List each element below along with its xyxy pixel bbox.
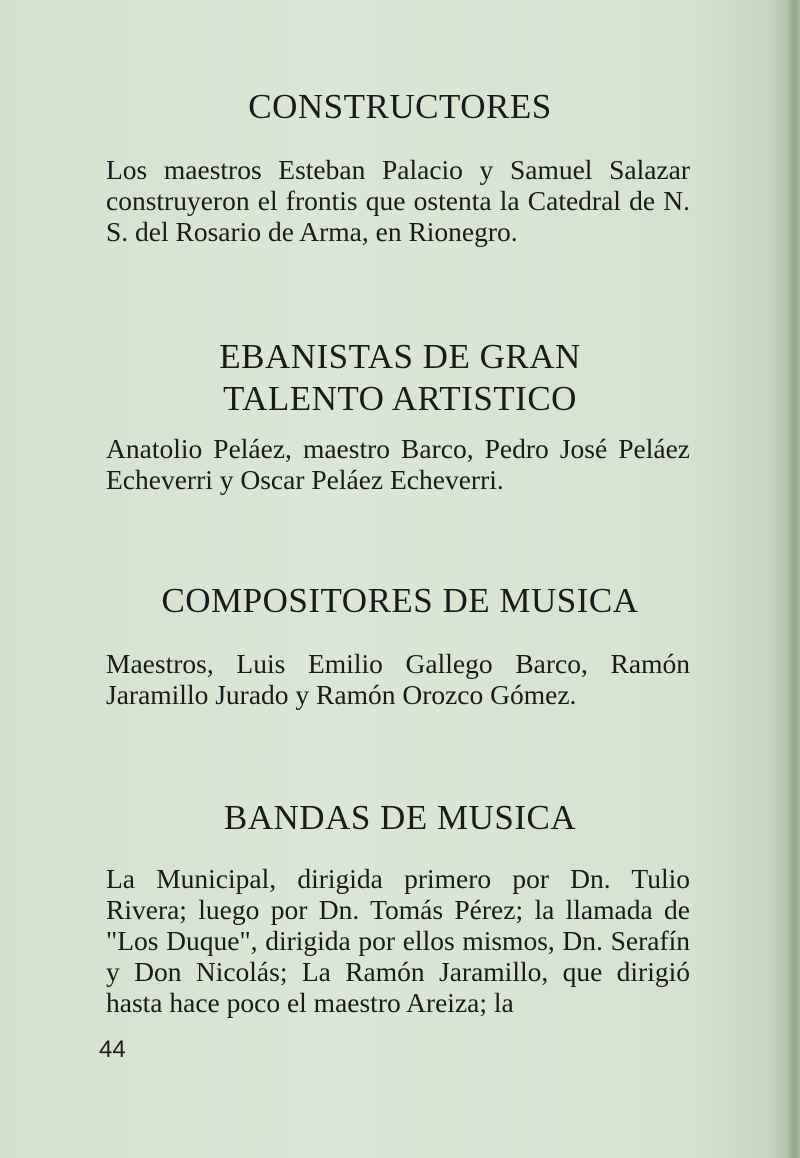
heading-ebanistas-line-1: EBANISTAS DE GRAN bbox=[219, 337, 581, 376]
paragraph-ebanistas: Anatolio Peláez, maestro Barco, Pedro José Peláez Echeverri y Oscar Peláez Echeverri. bbox=[106, 433, 690, 495]
heading-bandas: BANDAS DE MUSICA bbox=[223, 798, 577, 837]
paragraph-compositores: Maestros, Luis Emilio Gallego Barco, Ramón Jaramillo Jurado y Ramón Orozco Gómez. bbox=[106, 648, 690, 710]
heading-ebanistas-line-2: TALENTO ARTISTICO bbox=[223, 379, 577, 418]
heading-constructores: CONSTRUCTORES bbox=[248, 87, 552, 126]
heading-compositores: COMPOSITORES DE MUSICA bbox=[161, 581, 639, 620]
page-number: 44 bbox=[99, 1036, 126, 1063]
page-edge bbox=[786, 0, 800, 1158]
paragraph-bandas: La Municipal, dirigida primero por Dn. Tulio Rivera; luego por Dn. Tomás Pérez; la llamada de "Los Duque", dirigida por ellos mismos, Dn. Serafín y Don Nicolás; La Ramón Jaramillo, que dirigió hasta hace poco el maestro Areiza; la bbox=[106, 863, 690, 1018]
paragraph-constructores: Los maestros Esteban Palacio y Samuel Salazar construyeron el frontis que ostenta la Catedral de N. S. del Rosario de Arma, en Rionegro. bbox=[106, 154, 690, 247]
heading-ebanistas bbox=[0, 336, 800, 420]
